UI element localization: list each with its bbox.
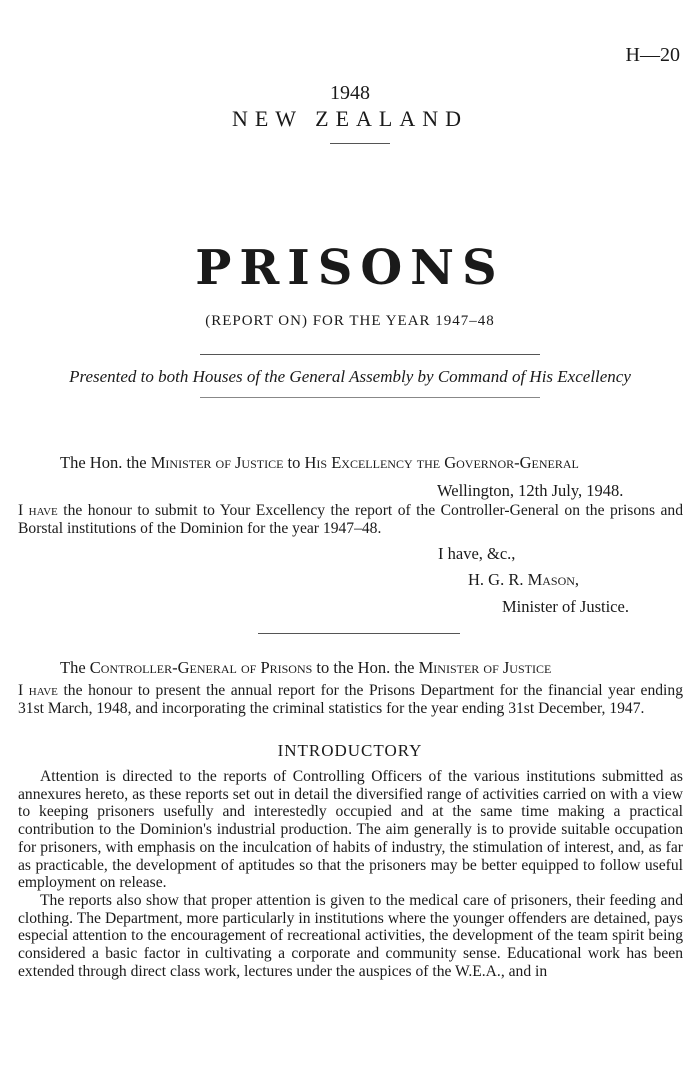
letter1-place-date: Wellington, 12th July, 1948. xyxy=(437,481,624,500)
document-reference: H—20 xyxy=(625,44,680,66)
address-minister: Minister of Justice xyxy=(150,453,284,472)
divider xyxy=(200,354,540,355)
paragraph: Attention is directed to the reports of Controlling Officers of the various institutions submitted as annexures hereto, as these reports set out in detail the diversified range of activities carried on with a view to keeping prisoners usefully and interestedly occupied and at the same time making a practical contribution to the Dominion's industrial production. The aim generally is to provide suitable occupation for prisoners, with emphasis on the inculcation of habits of industry, the stimulation of interest, and, as far as practicable, the development of aptitudes so that the prisoners may be better equipped to follow useful employment on release. xyxy=(18,768,683,892)
paragraph: The reports also show that proper attention is given to the medical care of prisoners, their feeding and clothing. The Department, more particularly in institutions where the younger offenders are detained, pays especial attention to the encouragement of recreational activities, the development of the team spirit being considered a basic factor in cultivating a corporate and community sense. Educational work has been extended through direct class work, lectures under the auspices of the W.E.A., and in xyxy=(18,891,683,980)
document-title: PRISONS xyxy=(195,240,505,296)
document-subtitle: (REPORT ON) FOR THE YEAR 1947–48 xyxy=(205,313,495,329)
introductory-body xyxy=(18,768,683,980)
letter1-signature: H. G. R. Mason, xyxy=(468,570,580,589)
country-name: NEW ZEALAND xyxy=(231,106,469,131)
divider xyxy=(200,397,540,398)
letter2-text: the honour to present the annual report for the Prisons Department for the financial year ending 31st March, 1948, and incorporating the criminal statistics for the year ending 31st December, 1947. xyxy=(18,682,683,717)
address-to: to the Hon. the xyxy=(316,658,415,677)
letter1-signatory-title: Minister of Justice. xyxy=(502,597,629,616)
divider xyxy=(330,143,390,144)
letter2-opening: I have xyxy=(18,682,58,699)
address-prefix: The xyxy=(60,658,86,677)
letter1-closing: I have, &c., xyxy=(438,544,516,563)
address-to: to xyxy=(287,453,301,472)
divider xyxy=(258,633,460,634)
section-heading: INTRODUCTORY xyxy=(277,741,423,760)
address-prefix: The Hon. the xyxy=(60,453,147,472)
presented-line: Presented to both Houses of the General Assembly by Command of His Excellency xyxy=(69,367,631,386)
letter2-address xyxy=(60,658,685,678)
letter1-address xyxy=(60,453,685,473)
address-excellency: His Excellency the Governor-General xyxy=(304,453,579,472)
letter1-opening: I have xyxy=(18,502,58,519)
report-year: 1948 xyxy=(330,82,370,104)
letter1-body xyxy=(18,502,683,537)
letter1-text: the honour to submit to Your Excellency the report of the Controller-General on the prisons and Borstal institutions of the Dominion for the year 1947–48. xyxy=(18,502,683,537)
address-controller: Controller-General of Prisons xyxy=(89,658,313,677)
address-minister: Minister of Justice xyxy=(418,658,552,677)
letter2-body xyxy=(18,682,683,717)
